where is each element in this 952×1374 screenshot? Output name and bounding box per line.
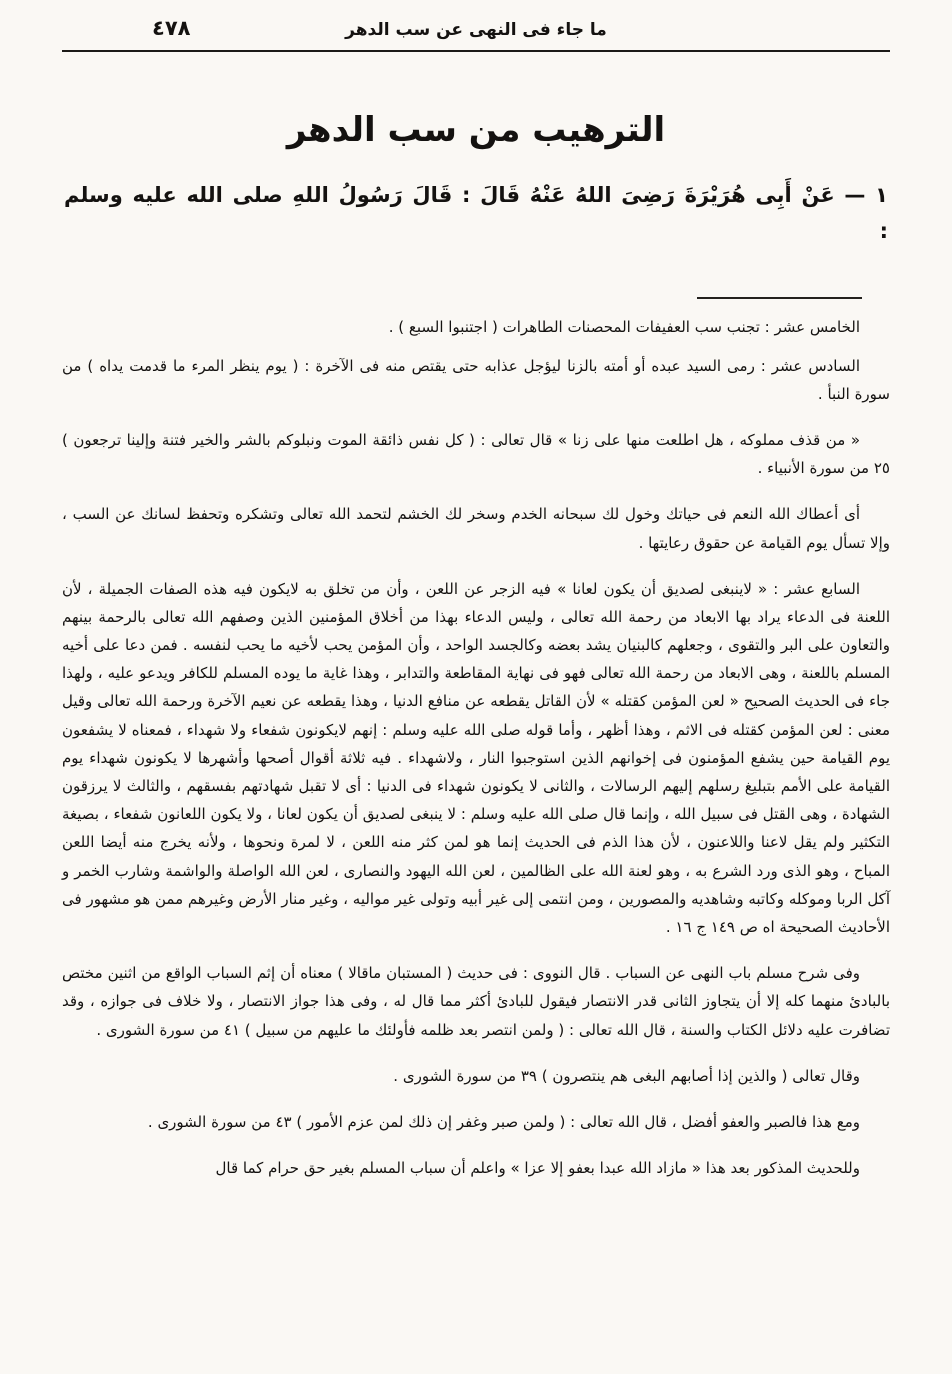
page-header [62, 16, 890, 50]
body-paragraph: الخامس عشر : تجنب سب العفيفات المحصنات الطاهرات ( اجتنبوا السبع ) . [388, 318, 860, 337]
body-paragraph: السادس عشر : رمى السيد عبده أو أمته بالزنا ليؤجل عذابه حتى يقتص منه فى الآخرة : ( يوم ينظر المرء ما قدمت يداه ) من سورة النبأ . [62, 356, 890, 403]
header-rule [62, 50, 890, 52]
page-number: ٤٧٨ [152, 16, 191, 40]
body-paragraph: وقال تعالى ( والذين إذا أصابهم البغى هم ينتصرون ) ٣٩ من سورة الشورى . [393, 1066, 860, 1085]
commentary-section [62, 313, 890, 1182]
body-paragraph: ومع هذا فالصبر والعفو أفضل ، قال الله تعالى : ( ولمن صبر وغفر إن ذلك لمن عزم الأمور ) ٤٣ من سورة الشورى . [147, 1112, 860, 1131]
body-paragraph: أى أعطاك الله النعم فى حياتك وخول لك سبحانه الخدم وسخر لك الخشم لتحمد الله تعالى وتشكره وتحفظ لسانك عن السب ، وإلا تسأل يوم القيامة عن حقوق رعايتها . [62, 505, 890, 552]
chapter-title: الترهيب من سب الدهر [286, 110, 666, 150]
body-paragraph: وللحديث المذكور بعد هذا « مازاد الله عبدا بعفو إلا عزا » واعلم أن سباب المسلم بغير حق حرام كما قال [215, 1159, 860, 1178]
hadith-line: ١ — عَنْ أَبِى هُرَيْرَةَ رَضِىَ اللهُ عَنْهُ قَالَ : قَالَ رَسُولُ اللهِ صلى الله عليه وسلم : [64, 183, 888, 243]
body-paragraph: وفى شرح مسلم باب النهى عن السباب . قال النووى : فى حديث ( المستبان ماقالا ) معناه أن إثم السباب الواقع من اثنين مختص بالبادئ منهما كله إلا أن يتجاوز الثانى قدر الانتصار فيقول للبادئ أكثر مما قال له ، وفى هذا جواز الانتصار ، ولا خلاف فى جوازه ، وقد تضافرت عليه دلائل الكتاب والسنة ، قال الله تعالى : ( ولمن انتصر بعد ظلمه فأولئك ما عليهم من سبيل ) ٤١ من سورة الشورى . [62, 964, 890, 1039]
body-paragraph: « من قذف مملوكه ، هل اطلعت منها على زنا » قال تعالى : ( كل نفس ذائقة الموت ونبلوكم بالشر والخير فتنة وإلينا ترجعون ) ٢٥ من سورة الأنبياء . [62, 430, 890, 478]
footnote-separator-rule [697, 297, 862, 299]
running-title: ما جاء فى النهى عن سب الدهر [345, 20, 607, 40]
body-paragraph: السابع عشر : « لاينبغى لصديق أن يكون لعانا » فيه الزجر عن اللعن ، وأن من تخلق به لايكون فيه هذه الصفات الجميلة ، لأن اللعنة فى الدعاء يراد بها الابعاد من رحمة الله تعالى ، وليس الدعاء بهذا من أخلاق المؤمنين الذين وصفهم الله تعالى بالرحمة بينهم والتعاون على البر والتقوى ، وجعلهم كالبنيان يشد بعضه وكالجسد الواحد ، وأن المؤمن يحب لأخيه ما يحب لنفسه . فمن دعا على أخيه المسلم باللعنة ، وهى الابعاد من رحمة الله تعالى فهو فى نهاية المقاطعة والتدابر ، وهذا غاية ما يوده المسلم للكافر ويدعو عليه ، ولهذا جاء فى الحديث الصحيح « لعن المؤمن كقتله » لأن القاتل يقطعه عن منافع الدنيا ، وهذا يقطعه عن نعيم الآخرة ورحمة الله تعالى وقيل معنى : لعن المؤمن كقتله فى الاثم ، وهذا أظهر ، وأما قوله صلى الله عليه وسلم : إنهم لايكونون شفعاء ولا شهداء ، فمعناه لا يشفعون يوم القيامة حين يشفع المؤمنون فى إخوانهم الذين استوجبوا النار ، ولاشهداء . فيه ثلاثة أقوال أصحها وأشهرها لا يكونون شهداء يوم القيامة على الأمم بتبليغ رسلهم إليهم الرسالات ، والثانى لا يكونون شهداء فى الدنيا : أى لا تقبل شهادتهم بفسقهم ، والثالث لا يرزقون الشهادة ، وهى القتل فى سبيل الله ، وإنما قال صلى الله عليه وسلم : لا ينبغى لصديق أن يكون لعانا ، ولا يكون اللعانون شفعاء ، بصيغة التكثير ولم يقل لاعنا واللاعنون ، لأن هذا الذم فى الحديث إنما هو لمن كثر منه اللعن ، لا لمرة ونحوها ، ولأنه يخرج منه أيضا اللعن المباح ، وهو الذى ورد الشرع به ، وهو لعنة الله على الظالمين ، لعن الله اليهود والنصارى ، لعن الله الواصلة والواشمة وشارب الخمر و آكل الربا وموكله وكاتبه وشاهديه والمصورين ، ومن انتمى إلى غير أبيه وتولى غير مواليه ، وغير منار الأرض وغيرهم ممن هو مشهور فى الأحاديث الصحيحة اه ص ١٤٩ ج ١٦ . [62, 579, 890, 936]
